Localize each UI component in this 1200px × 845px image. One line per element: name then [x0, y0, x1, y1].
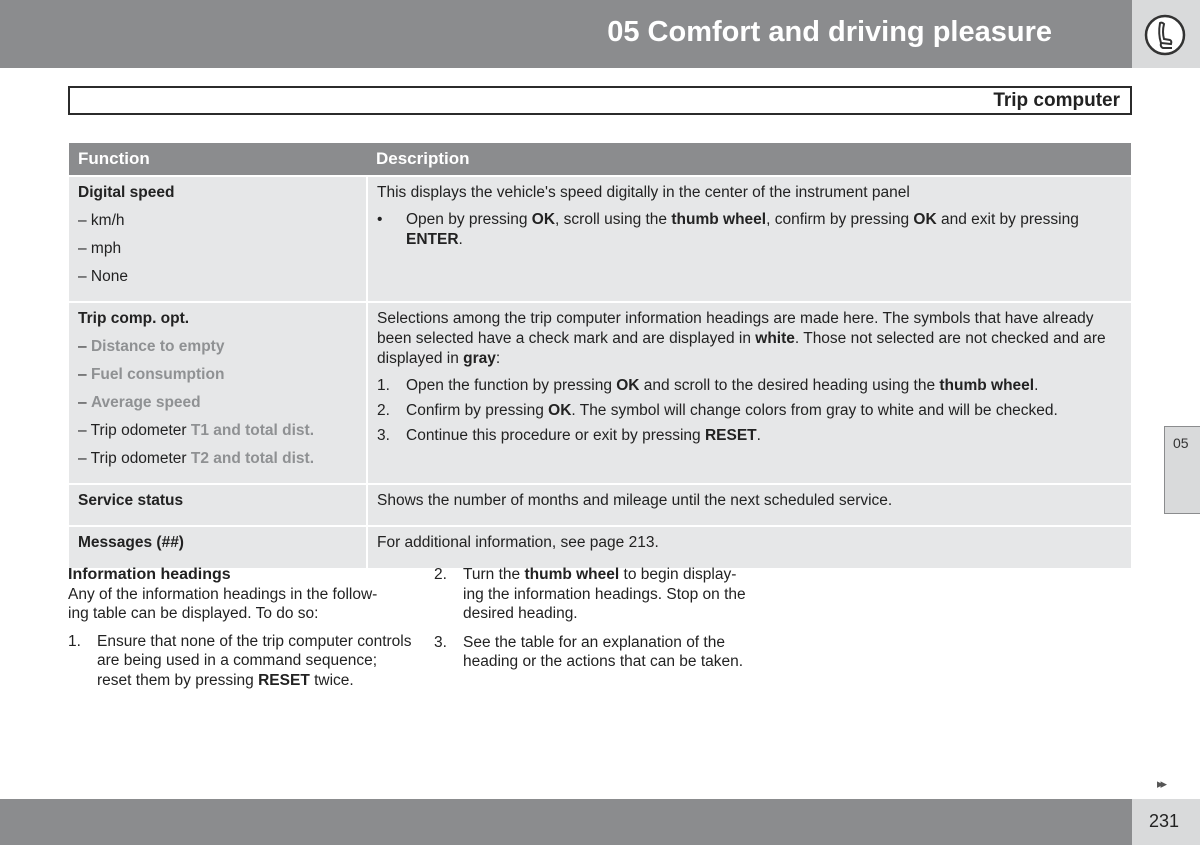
step-text: Confirm by pressing: [406, 402, 549, 419]
info-heading: Information headings: [68, 566, 231, 583]
info-right-column: [434, 565, 774, 680]
step-text: See the table for an explanation of the heading or the actions that can be taken.: [463, 633, 744, 670]
step-number: 3.: [377, 427, 390, 444]
step-bold: ENTER: [406, 231, 459, 248]
list-item: [377, 376, 1122, 396]
table-row: [69, 484, 1131, 526]
step-number: 1.: [377, 377, 390, 394]
function-option: – None: [78, 268, 128, 285]
seat-icon: [1144, 14, 1186, 56]
function-table: [69, 143, 1131, 568]
function-cell: [69, 176, 367, 302]
function-cell: [69, 302, 367, 484]
description-text: For additional information, see page 213.: [377, 534, 659, 551]
column-header-description: Description: [367, 143, 1131, 176]
step-text: .: [1034, 377, 1039, 394]
function-option: [78, 365, 357, 385]
step-bold: thumb wheel: [524, 566, 620, 583]
step-text: ing the information headings. Stop on the desired heading.: [463, 585, 746, 622]
function-option: [78, 421, 357, 441]
footer-page-box: [1132, 799, 1200, 845]
step-text: . The symbol will change colors from gray to white and will be checked.: [571, 402, 1058, 419]
step-bold: RESET: [704, 427, 757, 444]
function-option: [78, 449, 357, 469]
option-prefix: – Trip odometer: [78, 450, 191, 467]
table-row: [69, 526, 1131, 568]
info-intro-line: ing table can be displayed. To do so:: [68, 605, 319, 622]
step-bold: RESET: [258, 671, 310, 689]
section-header: [68, 86, 1132, 115]
function-title: Trip comp. opt.: [78, 310, 190, 327]
table-row: [69, 302, 1131, 484]
option-prefix: –: [78, 338, 91, 355]
footer-bar: [0, 799, 1132, 845]
bullet-marker: •: [377, 211, 383, 228]
step-bold: OK: [913, 211, 937, 228]
function-option: – km/h: [78, 212, 125, 229]
list-item: [434, 565, 774, 624]
step-bold: OK: [616, 377, 640, 394]
description-cell: [367, 526, 1131, 568]
step-bold: thumb wheel: [671, 211, 767, 228]
function-option: [78, 393, 357, 413]
desc-part: . Those not selected are not checked and are displayed in: [377, 330, 1106, 367]
step-text: Open by pressing: [406, 211, 532, 228]
desc-bold: white: [755, 330, 795, 347]
list-item: [377, 426, 1122, 446]
desc-bold: gray: [463, 350, 496, 367]
desc-part: Selections among the trip computer information headings are made here. The symbols that have already been selected have a check mark and are displayed in: [377, 310, 1094, 347]
section-title: Trip computer: [993, 90, 1120, 111]
header-icon-box: [1132, 0, 1200, 68]
step-text: .: [756, 427, 761, 444]
step-text: Turn the: [463, 566, 525, 583]
chapter-tab-label: 05: [1173, 435, 1189, 451]
step-text: to begin display-: [619, 566, 737, 583]
function-title: Service status: [78, 492, 184, 509]
list-item: [434, 633, 774, 672]
info-left-column: [68, 565, 413, 698]
info-intro-line: Any of the information headings in the follow-: [68, 585, 378, 603]
double-arrow-right-icon: ▸▸: [1157, 776, 1165, 791]
description-steps: [377, 376, 1122, 446]
option-label: T1 and total dist.: [190, 422, 315, 439]
list-item: [68, 632, 413, 691]
description-steps: [377, 210, 1122, 250]
page-number: 231: [1149, 811, 1180, 831]
header-bar: [0, 0, 1132, 68]
info-steps: [68, 632, 413, 691]
step-text: twice.: [309, 671, 354, 689]
description-text: Shows the number of months and mileage until the next scheduled service.: [377, 492, 893, 509]
desc-part: :: [495, 350, 501, 367]
step-text: .: [458, 231, 463, 248]
option-label: Distance to empty: [90, 338, 225, 355]
description-text: This displays the vehicle's speed digitally in the center of the instrument panel: [377, 184, 910, 201]
step-number: 1.: [68, 632, 81, 650]
list-item: [377, 401, 1122, 421]
function-option: – mph: [78, 240, 122, 257]
step-text: Ensure that none of the trip computer controls are being used in a command sequence; reset them by pressing: [97, 632, 412, 689]
step-bold: OK: [548, 402, 572, 419]
step-text: , scroll using the: [555, 211, 672, 228]
step-number: 2.: [434, 566, 447, 583]
option-label: Average speed: [90, 394, 201, 411]
chapter-side-tab: [1164, 426, 1200, 514]
function-title: Digital speed: [78, 184, 175, 201]
description-text: [377, 309, 1122, 369]
description-cell: [367, 302, 1131, 484]
option-prefix: – Trip odometer: [78, 422, 191, 439]
option-label: T2 and total dist.: [190, 450, 315, 467]
step-text: Open the function by pressing: [406, 377, 617, 394]
step-text: and exit by pressing: [936, 211, 1079, 228]
option-label: Fuel consumption: [90, 366, 225, 383]
description-cell: [367, 176, 1131, 302]
chapter-title: 05 Comfort and driving pleasure: [607, 16, 1052, 48]
step-bold: OK: [531, 211, 556, 228]
step-number: 3.: [434, 633, 447, 651]
info-steps: [434, 565, 774, 672]
table-row: [69, 176, 1131, 302]
step-text: , confirm by pressing: [766, 211, 914, 228]
function-cell: [69, 484, 367, 526]
function-cell: [69, 526, 367, 568]
list-item: [377, 210, 1122, 250]
step-text: Continue this procedure or exit by pressing: [406, 427, 705, 444]
column-header-function: Function: [69, 143, 367, 176]
function-option: [78, 337, 357, 357]
step-bold: thumb wheel: [939, 377, 1035, 394]
function-title: Messages (##): [78, 534, 184, 551]
step-number: 2.: [377, 402, 390, 419]
step-text: and scroll to the desired heading using the: [639, 377, 940, 394]
option-prefix: –: [78, 394, 91, 411]
option-prefix: –: [78, 366, 91, 383]
description-cell: [367, 484, 1131, 526]
table-header-row: [69, 143, 1131, 176]
